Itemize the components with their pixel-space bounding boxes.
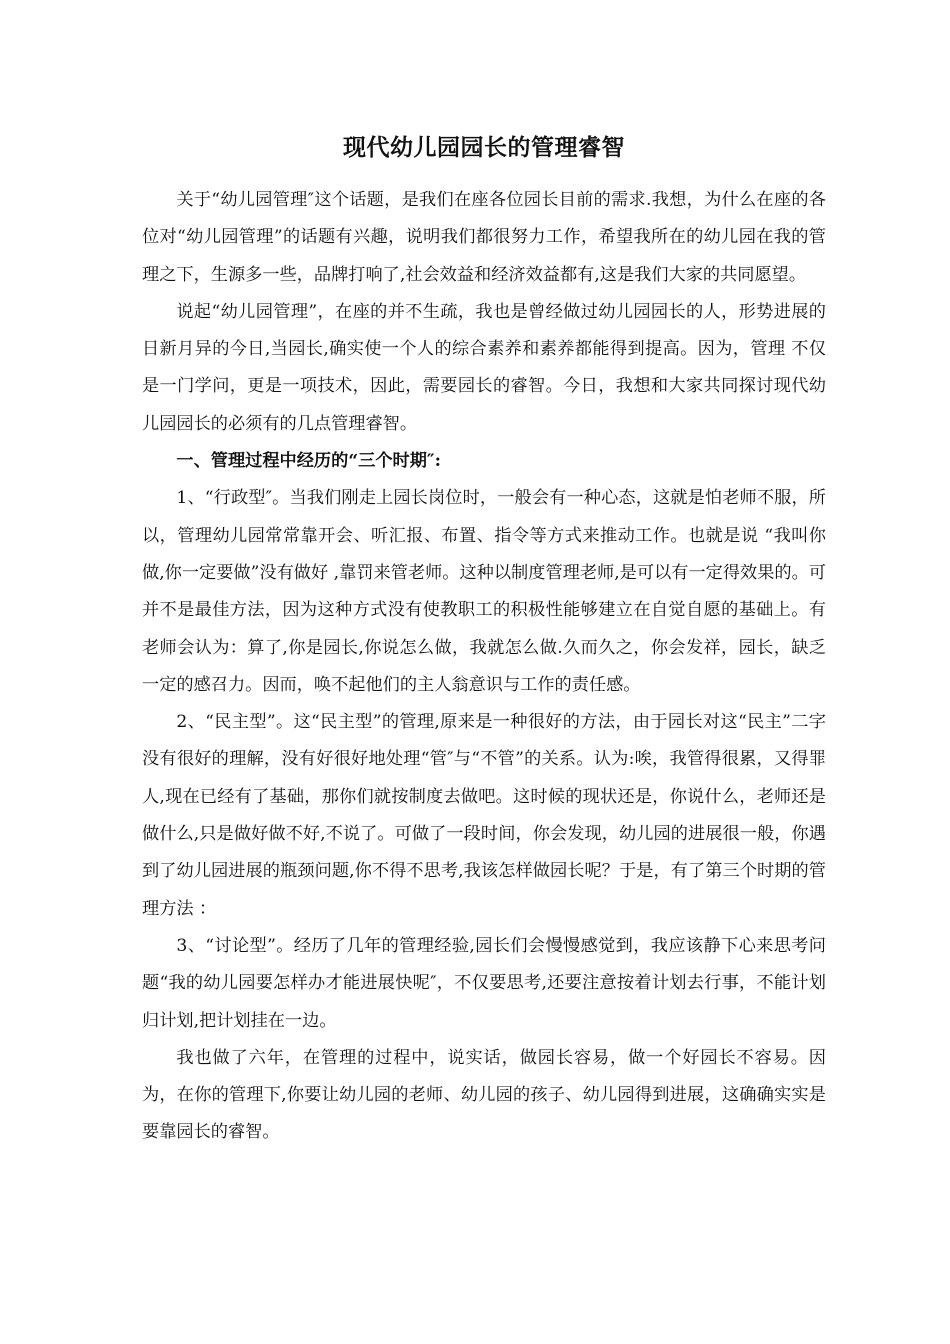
document-body — [142, 128, 826, 1152]
intro-paragraph: 关于“幼儿园管理″这个话题，是我们在座各位园长目前的需求.我想，为什么在座的各位对“幼儿园管理”的话题有兴趣，说明我们都很努力工作，希望我所在的幼儿园在我的管理之下，生源多一些，品牌打响了,社会效益和经济效益都有,这是我们大家的共同愿望。 — [142, 190, 826, 285]
section-heading: 一、管理过程中经历的“三个时期″: — [176, 451, 441, 472]
period-paragraph-administrative: 1、“行政型″。当我们刚走上园长岗位时，一般会有一种心态，这就是怕老师不服，所以，管理幼儿园常常靠开会、听汇报、布置、指令等方式来推动工作。也就是说 “我叫你做,你一定要做”没有做好 ,靠罚来管老师。这种以制度管理老师,是可以有一定得效果的。可并不是最佳方法，因为这种方式没有使教职工的积极性能够建立在自觉自愿的基础上。有老师会认为：算了,你是园长,你说怎么做，我就怎么做.久而久之，你会发祥，园长，缺乏一定的感召力。因而，唤不起他们的主人翁意识与工作的责任感。 — [142, 488, 826, 695]
period-paragraph-democratic: 2、“民主型”。这“民主型”的管理,原来是一种很好的方法，由于园长对这“民主”二字没有很好的理解，没有好很好地处理“管″与“不管”的关系。认为:唉，我管得很累，又得罪人,现在已经有了基础，那你们就按制度去做吧。这时候的现状还是，你说什么，老师还是做什么,只是做好做不好,不说了。可做了一段时间，你会发现，幼儿园的进展很一般，你遇到了幼儿园进展的瓶颈问题,你不得不思考,我该怎样做园长呢？于是，有了第三个时期的管理方法 ： — [142, 712, 826, 919]
intro-paragraph: 说起“幼儿园管理”，在座的并不生疏，我也是曾经做过幼儿园园长的人，形势进展的日新月异的今日,当园长,确实使一个人的综合素养和素养都能得到提高。因为，管理 不仅是一门学问，更是一项技术，因此，需要园长的睿智。今日，我想和大家共同探讨现代幼儿园园长的必须有的几点管理睿智。 — [142, 301, 826, 434]
closing-paragraph: 我也做了六年，在管理的过程中，说实话，做园长容易，做一个好园长不容易。因为，在你的管理下,你要让幼儿园的老师、幼儿园的孩子、幼儿园得到进展，这确确实实是要靠园长的睿智。 — [142, 1047, 826, 1143]
document-title: 现代幼儿园园长的管理睿智 — [343, 134, 625, 161]
period-paragraph-discussion: 3、“讨论型”。经历了几年的管理经验,园长们会慢慢感觉到，我应该静下心来思考问题“我的幼儿园要怎样办才能进展快呢″，不仅要思考,还要注意按着计划去行事，不能计划归计划,把计划挂在一边。 — [142, 935, 826, 1031]
